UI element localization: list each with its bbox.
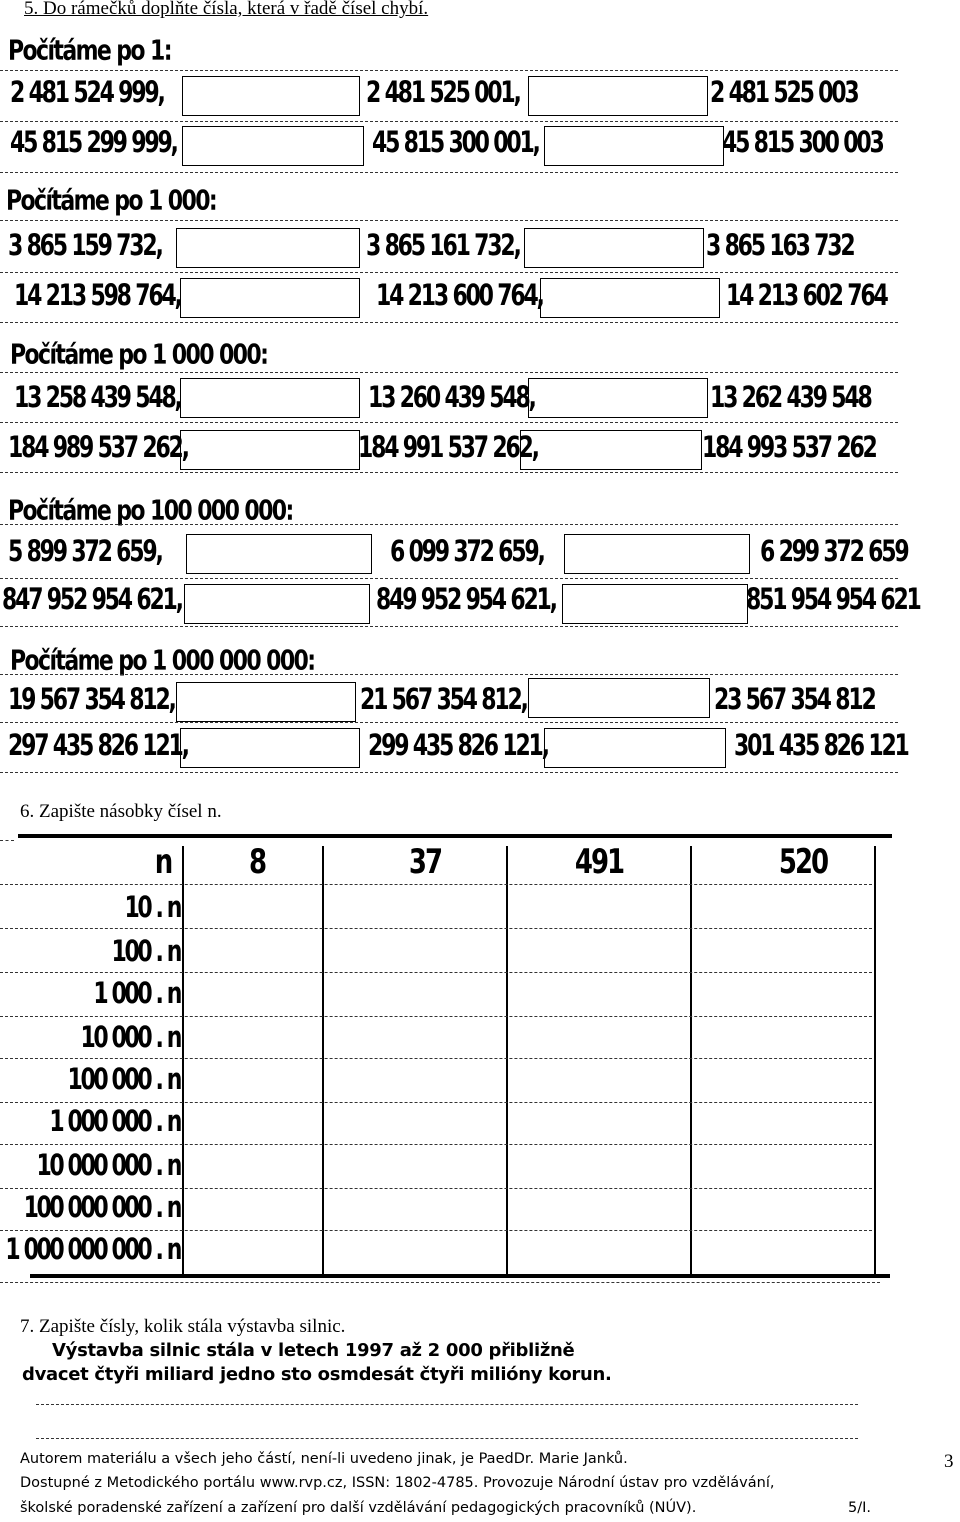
guide-line: [0, 70, 898, 71]
table-row-label: 1 000 . n: [93, 977, 180, 1011]
sequence-number: 6 099 372 659,: [390, 535, 544, 569]
table-bottom-border: [30, 1274, 890, 1278]
sequence-number: 3 865 159 732,: [8, 229, 162, 263]
answer-box[interactable]: [176, 228, 360, 268]
guide-line: [0, 372, 898, 373]
answer-box[interactable]: [528, 76, 708, 116]
guide-line: [0, 928, 872, 929]
guide-line: [0, 674, 898, 675]
guide-line: [0, 1188, 872, 1189]
guide-line: [0, 884, 872, 885]
guide-line: [0, 422, 898, 423]
sequence-number: 2 481 525 001,: [366, 76, 520, 110]
answer-box[interactable]: [180, 278, 360, 318]
group-heading: Počítáme po 100 000 000:: [8, 495, 293, 527]
task7-statement-line1: Výstavba silnic stála v letech 1997 až 2 000 přibližně: [52, 1340, 575, 1361]
guide-line: [0, 578, 898, 579]
guide-line: [0, 840, 14, 841]
sequence-number: 299 435 826 121,: [368, 729, 548, 763]
sequence-number: 184 989 537 262,: [8, 431, 188, 465]
task7-title: 7. Zapište čísly, kolik stála výstavba silnic.: [20, 1316, 346, 1337]
answer-box[interactable]: [540, 278, 720, 318]
guide-line: [0, 121, 898, 122]
group-heading: Počítáme po 1:: [8, 35, 171, 67]
answer-box[interactable]: [184, 584, 370, 624]
guide-line: [0, 1102, 872, 1103]
answer-box[interactable]: [176, 682, 356, 722]
sequence-number: 6 299 372 659: [760, 535, 908, 569]
table-column-divider: [874, 846, 876, 1278]
sequence-number: 301 435 826 121: [734, 729, 908, 763]
page-number: 3: [944, 1451, 954, 1472]
answer-box[interactable]: [528, 378, 708, 418]
guide-line: [0, 524, 898, 525]
sequence-number: 45 815 300 003: [722, 126, 883, 160]
table-header-value: 37: [408, 843, 442, 882]
footer-code: 5/I.: [848, 1500, 871, 1516]
guide-line: [0, 722, 898, 723]
table-header-value: 491: [574, 843, 624, 882]
answer-box[interactable]: [180, 430, 360, 470]
table-top-border: [18, 834, 892, 838]
answer-line[interactable]: [36, 1438, 858, 1439]
sequence-number: 13 262 439 548: [710, 381, 871, 415]
sequence-number: 2 481 524 999,: [10, 76, 164, 110]
sequence-number: 5 899 372 659,: [8, 535, 162, 569]
table-row-label: 1 000 000 . n: [49, 1105, 180, 1139]
sequence-number: 14 213 598 764,: [14, 279, 181, 313]
answer-box[interactable]: [544, 728, 726, 768]
table-column-divider: [322, 846, 324, 1278]
sequence-number: 297 435 826 121,: [8, 729, 188, 763]
group-heading: Počítáme po 1 000 000:: [10, 339, 268, 371]
answer-box[interactable]: [562, 584, 748, 624]
footer-author: Autorem materiálu a všech jeho částí, není-li uvedeno jinak, je PaedDr. Marie Janků.: [20, 1451, 628, 1467]
sequence-number: 184 991 537 262,: [358, 431, 538, 465]
sequence-number: 2 481 525 003: [710, 76, 858, 110]
sequence-number: 14 213 600 764,: [376, 279, 543, 313]
table-row-label: 10 000 . n: [80, 1021, 180, 1055]
guide-line: [0, 972, 872, 973]
sequence-number: 3 865 161 732,: [366, 229, 520, 263]
sequence-number: 851 954 954 621: [746, 583, 920, 617]
table-column-divider: [690, 846, 692, 1278]
answer-box[interactable]: [182, 76, 360, 116]
sequence-number: 184 993 537 262: [702, 431, 876, 465]
table-header-value: 520: [778, 843, 828, 882]
answer-box[interactable]: [528, 678, 710, 718]
sequence-number: 13 258 439 548,: [14, 381, 181, 415]
sequence-number: 19 567 354 812,: [8, 683, 175, 717]
table-header-n: n: [154, 843, 172, 882]
sequence-number: 23 567 354 812: [714, 683, 875, 717]
table-row-label: 100 000 . n: [67, 1063, 180, 1097]
sequence-number: 849 952 954 621,: [376, 583, 556, 617]
answer-box[interactable]: [180, 378, 360, 418]
guide-line: [0, 772, 898, 773]
answer-box[interactable]: [564, 534, 750, 574]
guide-line: [0, 1016, 872, 1017]
answer-box[interactable]: [186, 534, 372, 574]
guide-line: [0, 1058, 872, 1059]
answer-box[interactable]: [524, 228, 704, 268]
task5-title: 5. Do rámečků doplňte čísla, která v řadě čísel chybí.: [24, 0, 429, 19]
sequence-number: 45 815 299 999,: [10, 126, 177, 160]
guide-line: [0, 272, 898, 273]
table-row-label: 10 . n: [124, 891, 180, 925]
table-column-divider: [506, 846, 508, 1278]
table-row-label: 1 000 000 000 . n: [5, 1233, 180, 1267]
answer-box[interactable]: [544, 126, 724, 166]
sequence-number: 13 260 439 548,: [368, 381, 535, 415]
answer-box[interactable]: [180, 728, 360, 768]
guide-line: [0, 472, 898, 473]
table-row-label: 10 000 000 . n: [36, 1149, 180, 1183]
sequence-number: 14 213 602 764: [726, 279, 887, 313]
table-row-label: 100 . n: [111, 935, 180, 969]
task7-statement-line2: dvacet čtyři miliard jedno sto osmdesát čtyři milióny korun.: [22, 1364, 612, 1385]
answer-box[interactable]: [520, 430, 702, 470]
guide-line: [0, 626, 898, 627]
answer-line[interactable]: [36, 1404, 858, 1405]
table-column-divider: [182, 846, 184, 1278]
footer-provider: školské poradenské zařízení a zařízení pro další vzdělávání pedagogických pracovníků (NÚV).: [20, 1500, 697, 1516]
group-heading: Počítáme po 1 000 000 000:: [10, 645, 315, 677]
guide-line: [0, 1282, 880, 1283]
sequence-number: 45 815 300 001,: [372, 126, 539, 160]
guide-line: [0, 1230, 872, 1231]
footer-source: Dostupné z Metodického portálu www.rvp.cz, ISSN: 1802-4785. Provozuje Národní ústav pro vzdělávání,: [20, 1475, 775, 1491]
task6-title: 6. Zapište násobky čísel n.: [20, 801, 222, 822]
group-heading: Počítáme po 1 000:: [6, 185, 217, 217]
sequence-number: 3 865 163 732: [706, 229, 854, 263]
sequence-number: 21 567 354 812,: [360, 683, 527, 717]
table-header-value: 8: [248, 843, 266, 882]
guide-line: [0, 220, 898, 221]
guide-line: [0, 172, 898, 173]
guide-line: [0, 322, 898, 323]
table-row-label: 100 000 000 . n: [23, 1191, 180, 1225]
sequence-number: 847 952 954 621,: [2, 583, 182, 617]
answer-box[interactable]: [182, 126, 364, 166]
guide-line: [0, 1144, 872, 1145]
